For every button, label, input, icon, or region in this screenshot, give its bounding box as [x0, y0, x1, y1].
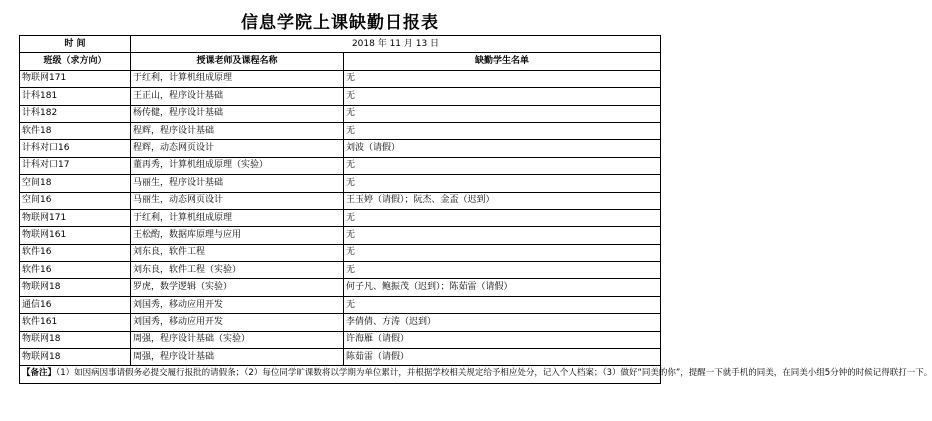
teacher-course-cell: 杨传健，程序设计基础 — [131, 105, 344, 122]
class-cell: 空间16 — [20, 192, 131, 209]
teacher-course-cell: 刘东良，软件工程（实验） — [131, 262, 344, 279]
class-cell: 物联网161 — [20, 227, 131, 244]
absent-students-cell: 陈茹雷（请假） — [344, 349, 661, 366]
class-cell: 软件18 — [20, 122, 131, 139]
table-row — [20, 349, 661, 366]
table-row — [20, 279, 661, 296]
header-absent-students: 缺勤学生名单 — [344, 53, 661, 70]
absent-students-cell: 王玉婷（请假）；阮杰、金盃（迟到） — [344, 192, 661, 209]
absent-students-cell: 无 — [344, 88, 661, 105]
class-cell: 物联网171 — [20, 70, 131, 87]
teacher-course-cell: 周强，程序设计基础（实验） — [131, 331, 344, 348]
teacher-course-cell: 刘东良，软件工程 — [131, 244, 344, 261]
table-row — [20, 209, 661, 226]
absent-students-cell: 无 — [344, 122, 661, 139]
class-cell: 软件16 — [20, 244, 131, 261]
notes-cell — [20, 366, 932, 383]
table-row — [20, 140, 661, 157]
absent-students-cell: 无 — [344, 262, 661, 279]
table-row — [20, 244, 661, 261]
table-row — [20, 227, 661, 244]
date-row — [20, 36, 661, 53]
absent-students-cell: 无 — [344, 296, 661, 313]
class-cell: 空间18 — [20, 175, 131, 192]
teacher-course-cell: 周强，程序设计基础 — [131, 349, 344, 366]
time-label: 时 间 — [20, 36, 131, 53]
teacher-course-cell: 董再秀，计算机组成原理（实验） — [131, 157, 344, 174]
teacher-course-cell: 王松酌，数据库原理与应用 — [131, 227, 344, 244]
absent-students-cell: 无 — [344, 209, 661, 226]
table-row — [20, 262, 661, 279]
table-row — [20, 192, 661, 209]
class-cell: 计科181 — [20, 88, 131, 105]
notes-label: 【备注】 — [22, 368, 57, 379]
teacher-course-cell: 于红利，计算机组成原理 — [131, 209, 344, 226]
class-cell: 物联网18 — [20, 349, 131, 366]
notes-text: （1）如因病因事请假务必提交履行报批的请假条；（2）每位同学旷课数将以学期为单位累计，并根据学校相关规定给予相应处分，记入个人档案；（3）做好“同美的你”，提醒一下就手机的同美，在同美小组5分钟的时候记得联打一下。 — [56, 368, 932, 379]
absent-students-cell: 无 — [344, 105, 661, 122]
teacher-course-cell: 程辉，动态网页设计 — [131, 140, 344, 157]
teacher-course-cell: 于红利，计算机组成原理 — [131, 70, 344, 87]
absent-students-cell: 何子凡、鲍振茂（迟到）；陈茹雷（请假） — [344, 279, 661, 296]
class-cell: 软件161 — [20, 314, 131, 331]
teacher-course-cell: 刘国秀，移动应用开发 — [131, 296, 344, 313]
table-row — [20, 175, 661, 192]
class-cell: 计科对口17 — [20, 157, 131, 174]
teacher-course-cell: 马丽生，动态网页设计 — [131, 192, 344, 209]
teacher-course-cell: 程辉，程序设计基础 — [131, 122, 344, 139]
report-date: 2018 年 11 月 13 日 — [131, 36, 661, 53]
teacher-course-cell: 刘国秀，移动应用开发 — [131, 314, 344, 331]
class-cell: 软件16 — [20, 262, 131, 279]
teacher-course-cell: 王正山，程序设计基础 — [131, 88, 344, 105]
table-row — [20, 88, 661, 105]
header-teacher-course: 授课老师及课程名称 — [131, 53, 344, 70]
table-row — [20, 122, 661, 139]
header-class: 班级（求方向） — [20, 53, 131, 70]
class-cell: 物联网171 — [20, 209, 131, 226]
report-title: 信息学院上课缺勤日报表 — [241, 13, 439, 33]
class-cell: 计科对口16 — [20, 140, 131, 157]
class-cell: 物联网18 — [20, 279, 131, 296]
absent-students-cell: 无 — [344, 70, 661, 87]
teacher-course-cell: 罗虎，数学逻辑（实验） — [131, 279, 344, 296]
attendance-table — [19, 35, 932, 384]
class-cell: 计科182 — [20, 105, 131, 122]
table-row — [20, 70, 661, 87]
absent-students-cell: 无 — [344, 157, 661, 174]
table-row — [20, 296, 661, 313]
class-cell: 通信16 — [20, 296, 131, 313]
absent-students-cell: 无 — [344, 175, 661, 192]
header-row — [20, 53, 661, 70]
table-row — [20, 331, 661, 348]
table-row — [20, 314, 661, 331]
notes-row — [20, 366, 661, 383]
teacher-course-cell: 马丽生，程序设计基础 — [131, 175, 344, 192]
absent-students-cell: 李倩倩、方涛（迟到） — [344, 314, 661, 331]
absent-students-cell: 刘波（请假） — [344, 140, 661, 157]
class-cell: 物联网18 — [20, 331, 131, 348]
absent-students-cell: 无 — [344, 244, 661, 261]
table-row — [20, 105, 661, 122]
absent-students-cell: 许海雁（请假） — [344, 331, 661, 348]
table-row — [20, 157, 661, 174]
absent-students-cell: 无 — [344, 227, 661, 244]
